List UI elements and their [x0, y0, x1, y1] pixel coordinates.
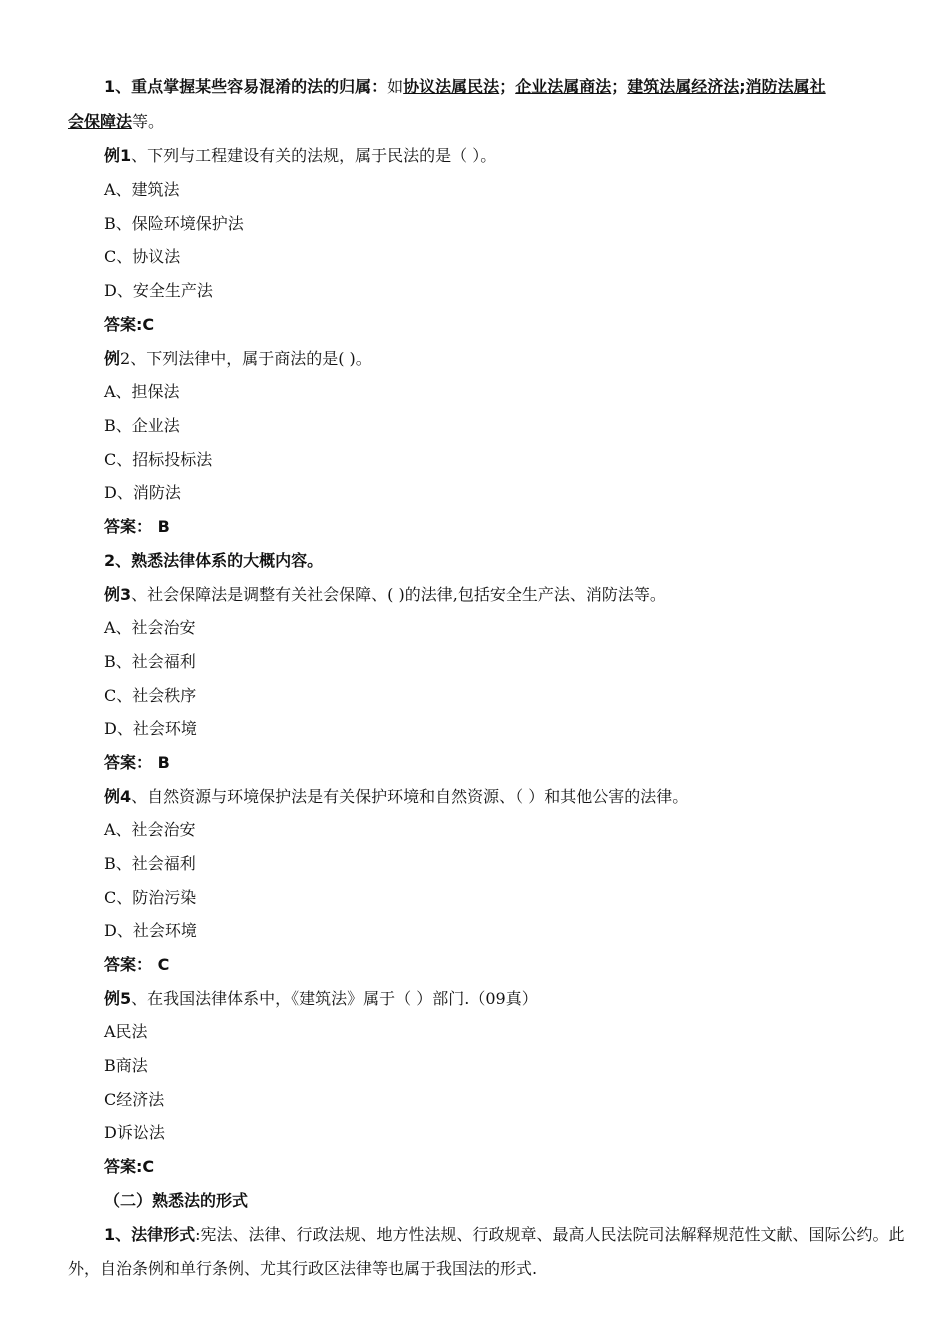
option-a: A、社会治安 — [104, 820, 196, 839]
example-tag: 例 — [104, 787, 121, 806]
section-1-lead: 重点掌握某些容易混淆的法的归属： — [131, 77, 388, 96]
example-number: 5 — [120, 989, 132, 1008]
option-a: A、担保法 — [104, 382, 180, 401]
answer: 答案:C — [104, 315, 155, 334]
example-4-stem — [104, 786, 688, 808]
example-number: 3 — [120, 585, 132, 604]
option-b: B、企业法 — [104, 416, 180, 435]
section-1-tail: 等。 — [132, 112, 165, 131]
option-b: B、社会福利 — [104, 652, 196, 671]
example-question: 、自然资源与环境保护法是有关保护环境和自然资源、（ ）和其他公害的法律。 — [131, 787, 689, 806]
example-question: 、社会保障法是调整有关社会保障、( )的法律,包括安全生产法、消防法等。 — [131, 585, 666, 604]
example-tag: 例 — [104, 146, 121, 165]
option-a: A民法 — [104, 1022, 148, 1041]
legal-forms-text: :宪法、法律、行政法规、地方性法规、行政规章、最高人民法院司法解释规范性文献、国际公约。此外，自治条例和单行条例、尤其行政区法律等也属于我国法的形式. — [68, 1225, 905, 1278]
option-b: B、保险环境保护法 — [104, 214, 244, 233]
example-5-stem — [104, 988, 538, 1010]
option-c: C、社会秩序 — [104, 686, 197, 705]
example-tag: 例 — [104, 349, 121, 368]
legal-forms-label: 1、法律形式 — [104, 1225, 196, 1244]
section-1-heading-line2 — [68, 111, 164, 133]
option-c: C经济法 — [104, 1090, 165, 1109]
separator: ； — [499, 77, 516, 96]
law-item-economic: 建筑法属经济法 — [627, 77, 740, 96]
law-item-civil: 协议法属民法 — [403, 77, 500, 96]
example-3-stem — [104, 584, 666, 606]
separator: ; — [739, 77, 746, 96]
example-question: 、在我国法律体系中，《建筑法》属于（ ）部门.（09真） — [131, 989, 538, 1008]
example-question: 、下列法律中，属于商法的是( )。 — [130, 349, 372, 368]
answer: 答案:C — [104, 1157, 155, 1176]
option-d: D、安全生产法 — [104, 281, 213, 300]
law-item-social-security-a: 消防法属社 — [745, 77, 826, 96]
option-c: C、防治污染 — [104, 888, 197, 907]
section-1-heading-line1 — [104, 76, 826, 98]
example-question: 、下列与工程建设有关的法规，属于民法的是（ ）。 — [131, 146, 497, 165]
option-d: D、社会环境 — [104, 921, 197, 940]
answer: 答案： C — [104, 955, 170, 974]
example-2-stem — [104, 348, 372, 370]
section-1-ru: 如 — [387, 77, 404, 96]
example-number: 4 — [120, 787, 132, 806]
example-number: 1 — [120, 146, 132, 165]
option-d: D、消防法 — [104, 483, 181, 502]
example-1-stem — [104, 145, 496, 167]
option-c: C、招标投标法 — [104, 450, 213, 469]
law-item-commercial: 企业法属商法 — [515, 77, 612, 96]
option-b: B商法 — [104, 1056, 148, 1075]
answer: 答案： B — [104, 753, 170, 772]
answer: 答案： B — [104, 517, 170, 536]
section-form-heading: （二）熟悉法的形式 — [104, 1191, 249, 1210]
option-d: D诉讼法 — [104, 1123, 165, 1142]
separator: ； — [611, 77, 628, 96]
option-c: C、协议法 — [104, 247, 181, 266]
law-item-social-security-b: 会保障法 — [68, 112, 133, 131]
option-d: D、社会环境 — [104, 719, 197, 738]
example-tag: 例 — [104, 989, 121, 1008]
option-a: A、社会治安 — [104, 618, 196, 637]
option-b: B、社会福利 — [104, 854, 196, 873]
section-2-heading: 2、熟悉法律体系的大概内容。 — [104, 551, 324, 570]
legal-forms-paragraph — [68, 1218, 906, 1286]
example-tag: 例 — [104, 585, 121, 604]
example-number: 2 — [120, 349, 131, 368]
option-a: A、建筑法 — [104, 180, 180, 199]
section-1-number: 1、 — [104, 77, 132, 96]
